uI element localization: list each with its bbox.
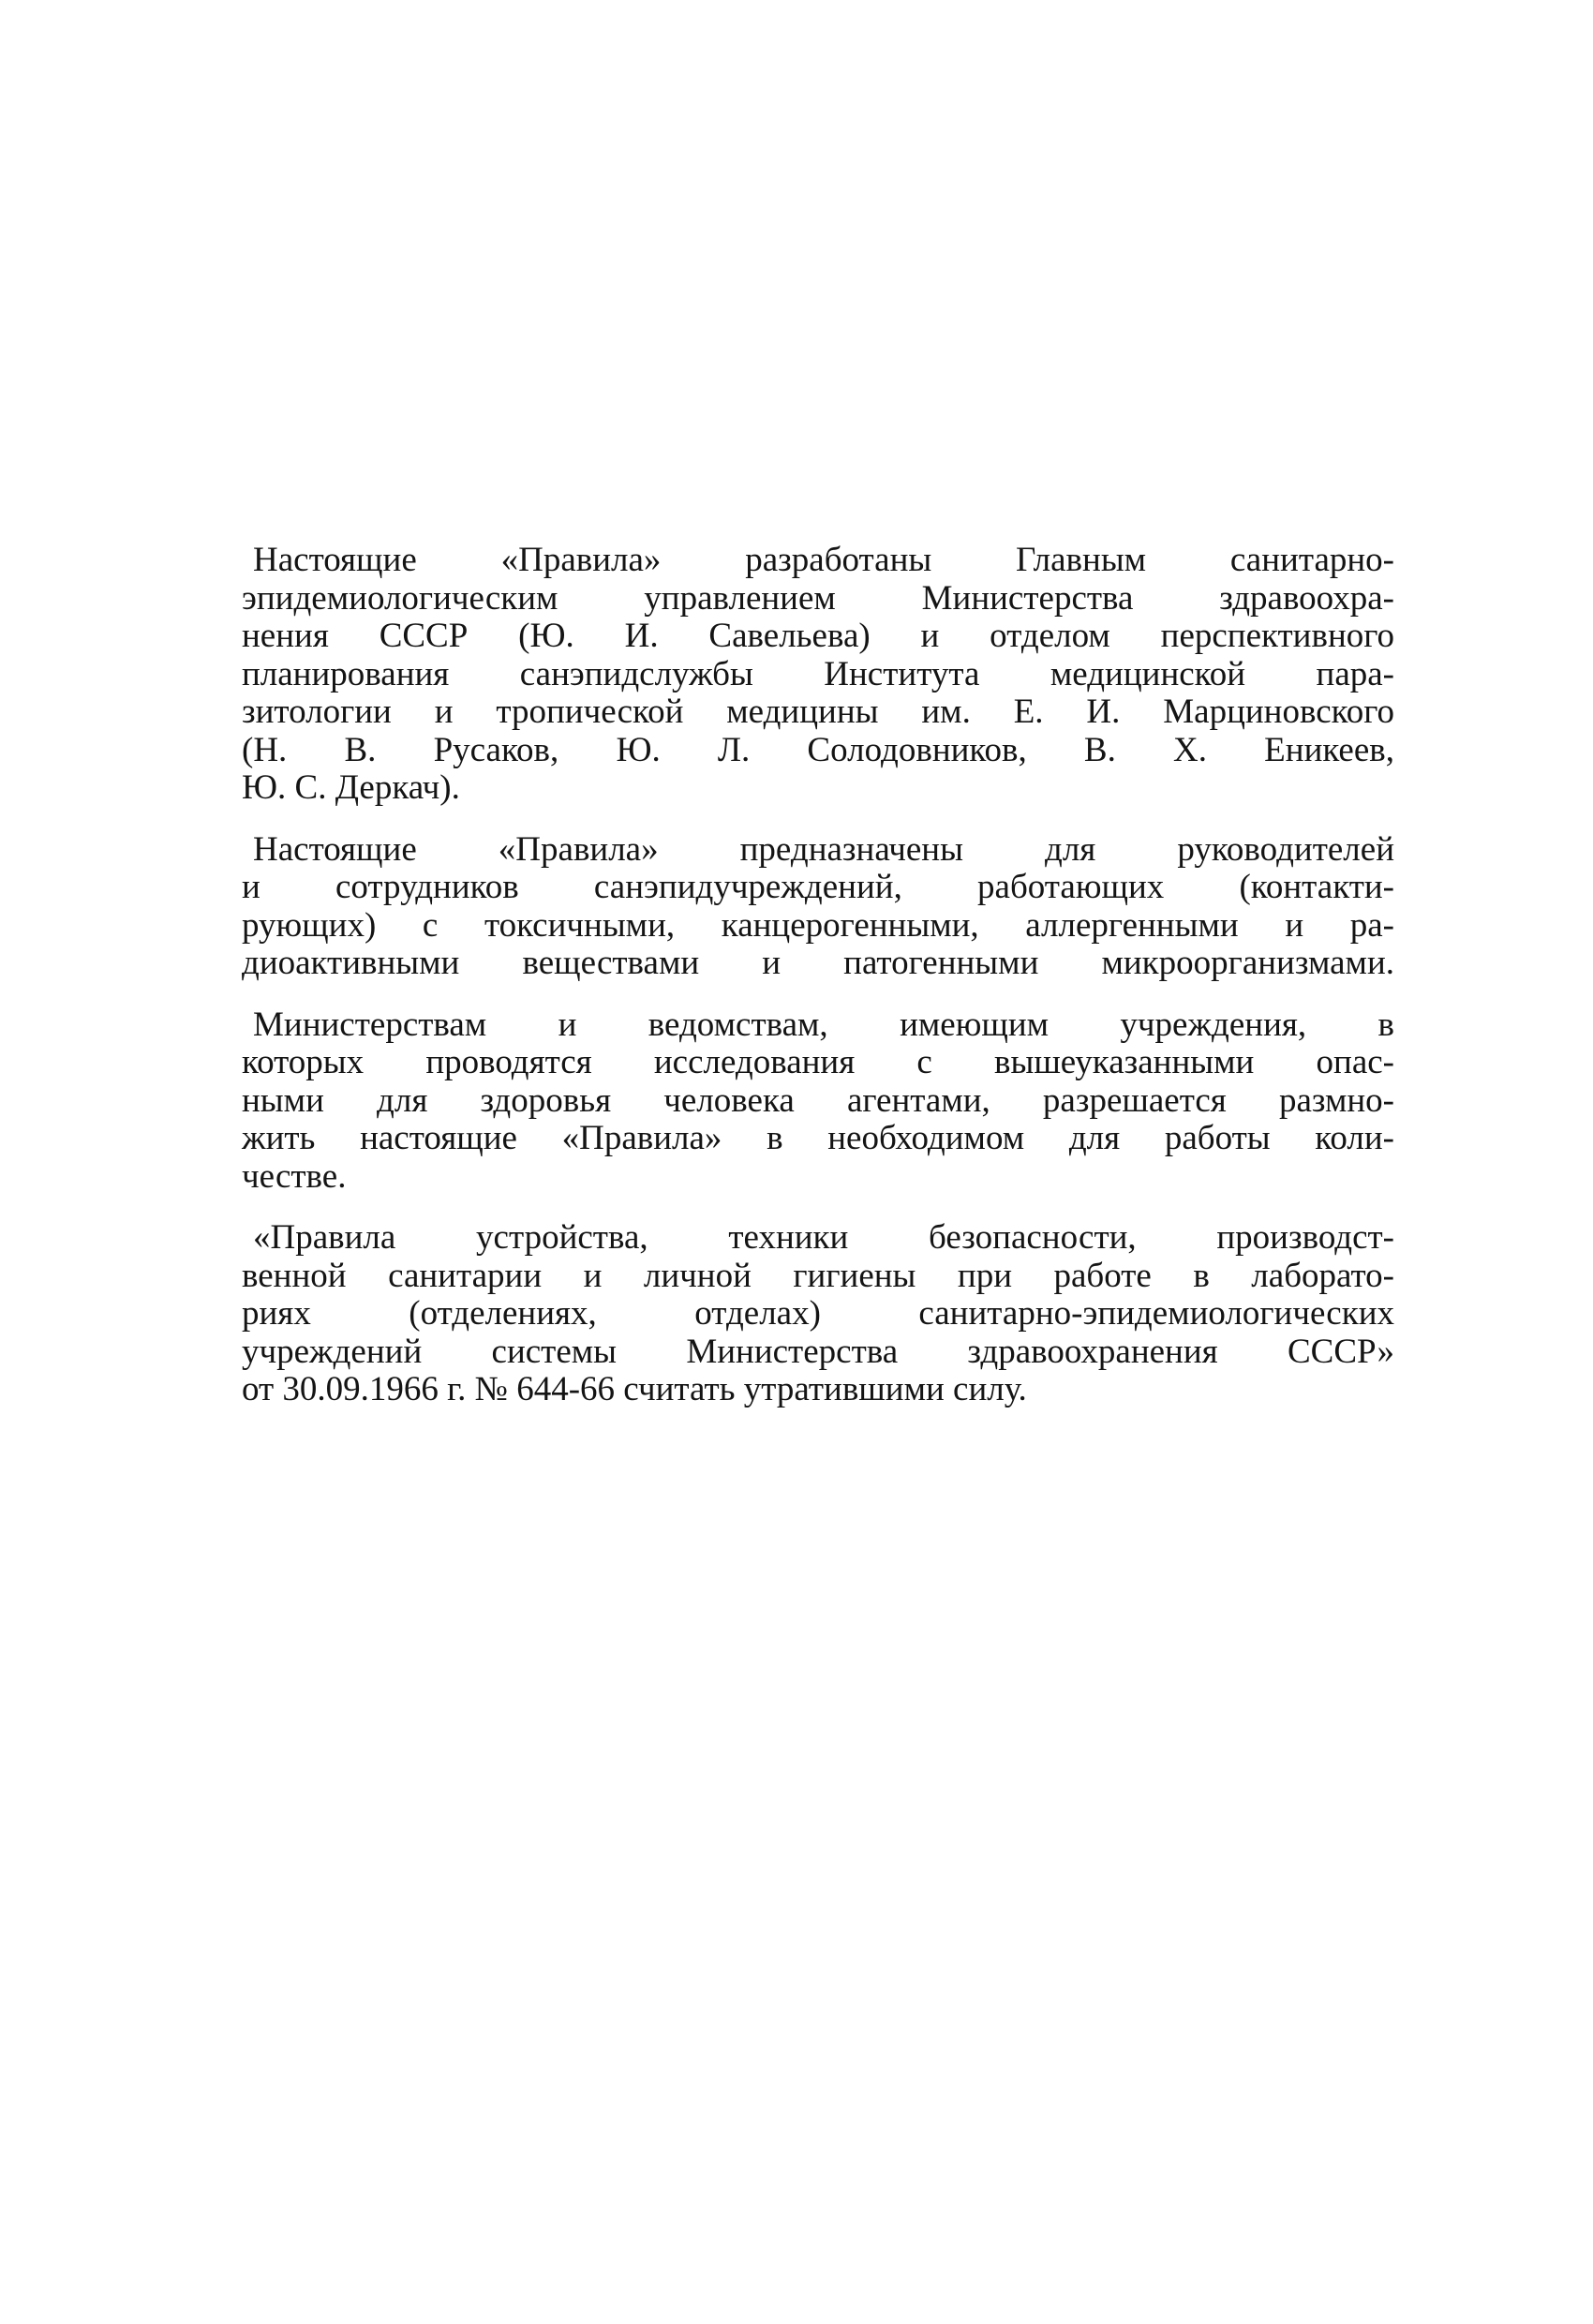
text-line: Настоящие «Правила» разработаны Главным санитарно- (253, 541, 1394, 579)
text-line: рующих) с токсичными, канцерогенными, аллергенными и ра- (242, 905, 1394, 945)
text-line: жить настоящие «Правила» в необходимом для работы коли- (242, 1119, 1394, 1157)
text-line: зитологии и тропической медицины им. Е. И. Марциновского (242, 693, 1394, 731)
text-line: ными для здоровья человека агентами, разрешается размно- (242, 1080, 1394, 1120)
text-line: честве. (242, 1156, 347, 1196)
text-line: эпидемиологическим управлением Министерства здравоохра- (242, 578, 1394, 618)
text-line: Министерствам и ведомствам, имеющим учреждения, в (253, 1005, 1394, 1044)
text-line: Настоящие «Правила» предназначены для руководителей (253, 829, 1394, 869)
text-line: «Правила устройства, техники безопасности, производст- (253, 1218, 1394, 1257)
text-line: от 30.09.1966 г. № 644-66 считать утратившими силу. (242, 1370, 1027, 1408)
document-body (242, 542, 1394, 1409)
text-line: которых проводятся исследования с вышеуказанными опас- (242, 1043, 1394, 1081)
text-line: диоактивными веществами и патогенными микроорганизмами. (242, 944, 1394, 982)
paragraph-authors (242, 542, 1394, 808)
text-line: и сотрудников санэпидучреждений, работающих (контакти- (242, 868, 1394, 906)
paragraph-reproduction (242, 1006, 1394, 1197)
paragraph-audience (242, 831, 1394, 983)
text-line: Ю. С. Деркач). (242, 768, 460, 807)
paragraph-supersedes (242, 1219, 1394, 1409)
text-line: венной санитарии и личной гигиены при работе в лаборато- (242, 1256, 1394, 1295)
text-line: учреждений системы Министерства здравоохранения СССР» (242, 1332, 1394, 1371)
text-line: риях (отделениях, отделах) санитарно-эпидемиологических (242, 1294, 1394, 1333)
text-line: нения СССР (Ю. И. Савельева) и отделом перспективного (242, 617, 1394, 655)
text-line: планирования санэпидслужбы Института медицинской пара- (242, 654, 1394, 693)
text-line: (Н. В. Русаков, Ю. Л. Солодовников, В. Х. Еникеев, (242, 730, 1394, 769)
